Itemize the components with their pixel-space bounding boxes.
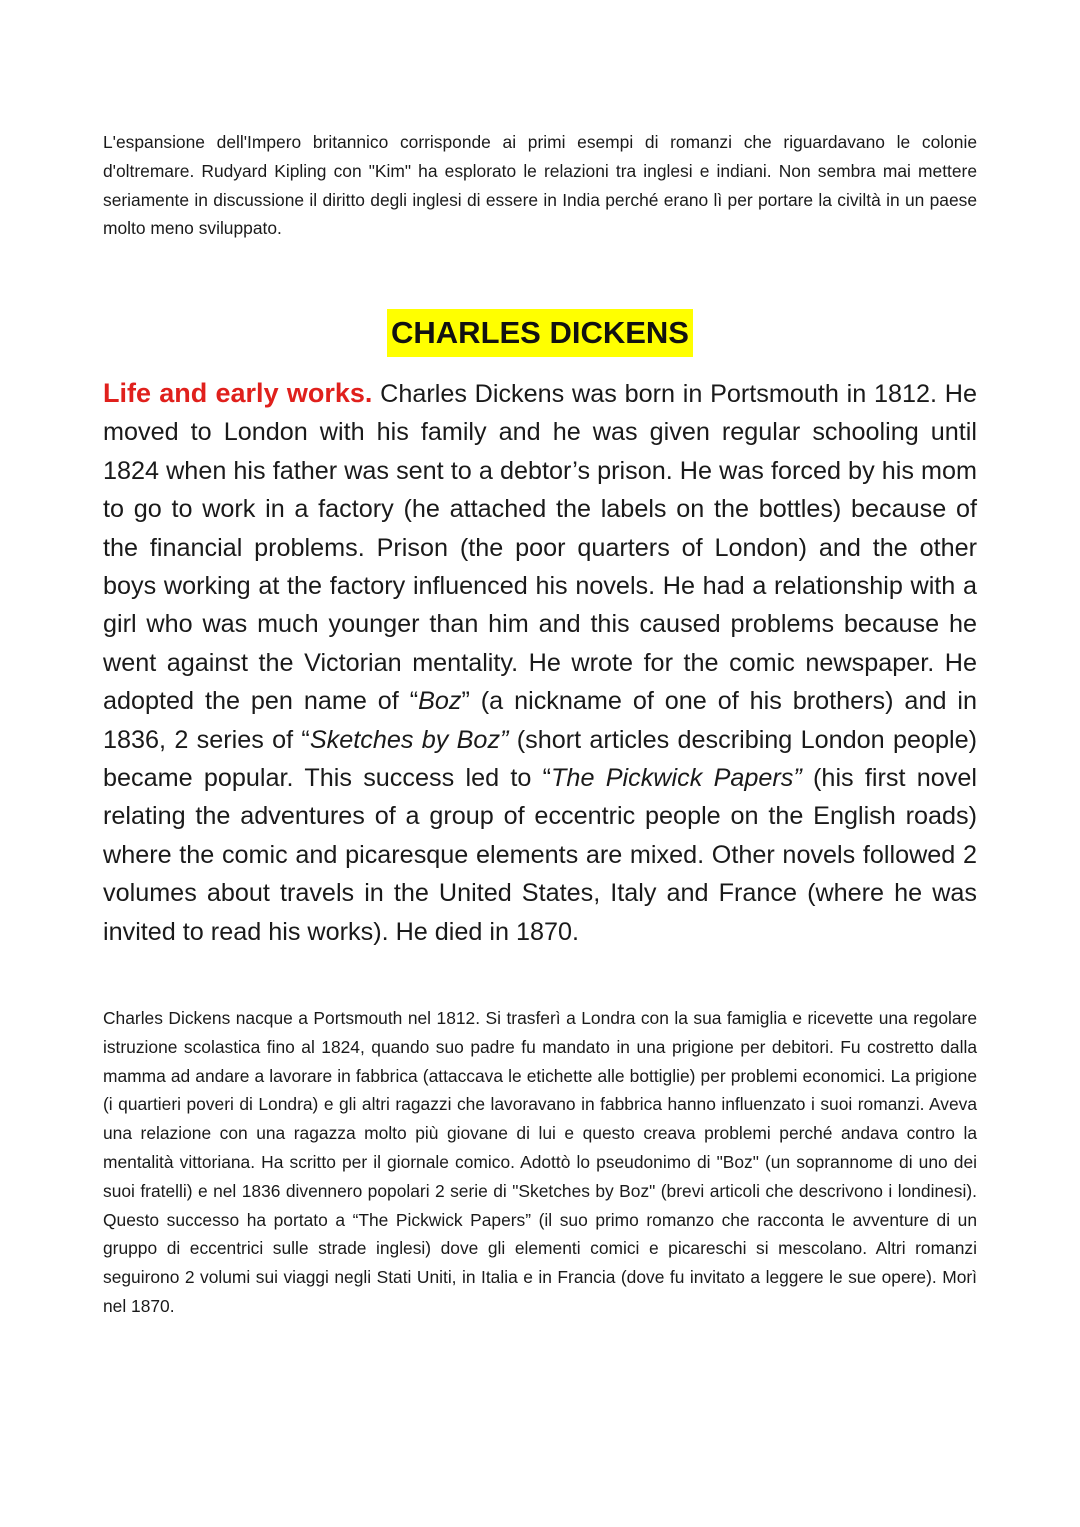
main-text-part-3: (short articles describing London people) became popular. This success led to “ (103, 725, 977, 793)
section-title: CHARLES DICKENS (387, 309, 693, 357)
translation-paragraph: Charles Dickens nacque a Portsmouth nel 1812. Si trasferì a Londra con la sua famiglia e ricevette una regolare istruzione scolastica fino al 1824, quando suo padre fu mandato in una prigione per debitori. Fu costretto dalla mamma ad andare a lavorare in fabbrica (attaccava le etichette alle bottiglie) per problemi economici. La prigione (i quartieri poveri di Londra) e gli altri ragazzi che lavoravano in fabbrica hanno influenzato i suoi romanzi. Aveva una relazione con una ragazza molto più giovane di lui e questo creava problemi perché andava contro la mentalità vittoriana. Ha scritto per il giornale comico. Adottò lo pseudonimo di "Boz" (un soprannome di uno dei suoi fratelli) e nel 1836 divennero popolari 2 serie di "Sketches by Boz" (brevi articoli che descrivono i londinesi). Questo successo ha portato a “The Pickwick Papers” (il suo primo romanzo che racconta le avventure di un gruppo di eccentrici sulle strade inglesi) dove gli elementi comici e picareschi si mescolano. Altri romanzi seguirono 2 volumi sui viaggi negli Stati Uniti, in Italia e in Francia (dove fu invitato a leggere le sue opere). Morì nel 1870. (103, 1008, 977, 1316)
section-title-wrapper (0, 309, 1080, 357)
lead-heading: Life and early works. (103, 378, 373, 408)
main-text-part-2: ” (a nickname of one of his brothers) and in 1836, 2 series of “ (103, 687, 977, 754)
emphasis-pickwick-papers: The Pickwick Papers” (551, 764, 802, 793)
main-text-part-1: Charles Dickens was born in Portsmouth in 1812. He moved to London with his family and he was given regular schooling until 1824 when his father was sent to a debtor’s prison. He was forced by his mom to go to work in a factory (he attached the labels on the bottles) because of the financial problems. Prison (the poor quarters of London) and the other boys working at the factory influenced his novels. He had a relationship with a girl who was much younger than him and this caused problems because he went against the Victorian mentality. He wrote for the comic newspaper. He adopted the pen name of “ (103, 380, 977, 716)
main-text-part-4: (his first novel relating the adventures of a group of eccentric people on the English roads) where the comic and picaresque elements are mixed. Other novels followed 2 volumes about travels in the United States, Italy and France (where he was invited to read his works). He died in 1870. (103, 764, 977, 946)
main-paragraph (103, 374, 977, 951)
emphasis-boz: Boz (418, 687, 462, 716)
intro-paragraph: L'espansione dell'Impero britannico corrisponde ai primi esempi di romanzi che riguardavano le colonie d'oltremare. Rudyard Kipling con "Kim" ha esplorato le relazioni tra inglesi e indiani. Non sembra mai mettere seriamente in discussione il diritto degli inglesi di essere in India perché erano lì per portare la civiltà in un paese molto meno sviluppato. (103, 132, 977, 239)
emphasis-sketches-by-boz: Sketches by Boz” (309, 725, 509, 754)
